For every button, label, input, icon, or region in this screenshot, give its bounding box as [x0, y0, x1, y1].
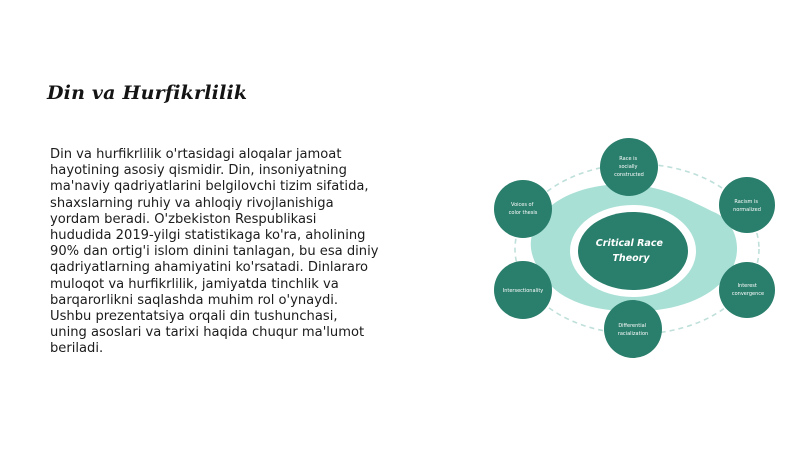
- node-label-line: Voices of: [511, 202, 534, 208]
- slide-body-text: [50, 147, 395, 358]
- body-line: muloqot va hurfikrlilik, jamiyatda tinchlik va: [50, 276, 339, 292]
- node-label-line: convergence: [731, 291, 765, 297]
- node-label-line: Interest: [737, 283, 757, 289]
- body-line: qadriyatlarning ahamiyatini ko'rsatadi. Dinlararo: [50, 260, 369, 276]
- slide-title: Din va Hurfikrlilik: [47, 82, 248, 104]
- body-line: hududida 2019-yilgi statistikaga ko'ra, aholining: [50, 228, 366, 244]
- node-label-line: Differential: [618, 323, 647, 329]
- node-label-line: Race is: [619, 156, 638, 162]
- node-differential-racialization: [604, 300, 662, 358]
- body-line: yordam beradi. O'zbekiston Respublikasi: [50, 211, 317, 227]
- node-label-line: socially: [618, 164, 638, 170]
- node-interest-convergence: [719, 262, 775, 318]
- node-racism-normalized: [719, 177, 775, 233]
- node-label-line: constructed: [614, 172, 644, 178]
- svg-text:Intersectionality: [503, 288, 544, 294]
- node-label-line: Intersectionality: [502, 288, 544, 294]
- body-line: barqarorlikni saqlashda muhim rol o'ynaydi.: [50, 292, 339, 308]
- center-label-line: Theory: [612, 253, 650, 264]
- center-circle: [578, 212, 688, 290]
- node-label-line: racialization: [617, 331, 649, 337]
- body-line: 90% dan ortig'i islom dinini tanlagan, bu esa diniy: [50, 244, 379, 260]
- node-label-line: normalized: [733, 207, 761, 213]
- body-line: beriladi.: [50, 341, 104, 357]
- body-line: hayotining asosiy qismidir. Din, insoniyatning: [50, 163, 347, 179]
- center-label-line: Critical Race: [595, 238, 663, 249]
- body-line: uning asoslari va tarixi haqida chuqur ma'lumot: [50, 325, 365, 341]
- node-voices-of-color: [494, 180, 552, 238]
- body-line: shaxslarning ruhiy va ahloqiy rivojlanishiga: [50, 195, 334, 211]
- node-label-line: color thesis: [508, 210, 538, 216]
- cycle-diagram: [470, 138, 800, 358]
- node-label-line: Racism is: [734, 199, 759, 205]
- body-line: ma'naviy qadriyatlarini belgilovchi tizim sifatida,: [50, 179, 369, 195]
- body-line: Din va hurfikrlilik o'rtasidagi aloqalar jamoat: [50, 147, 342, 162]
- body-line: Ushbu prezentatsiya orqali din tushunchasi,: [50, 309, 338, 325]
